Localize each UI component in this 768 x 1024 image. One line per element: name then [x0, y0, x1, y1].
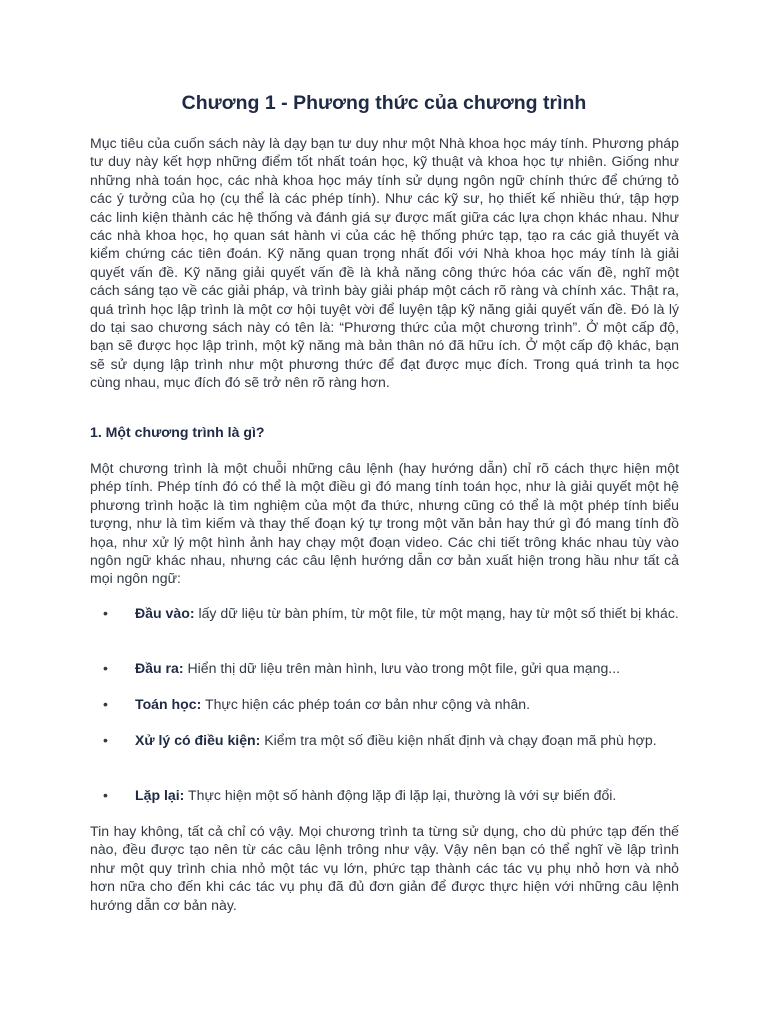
- list-item-text: [135, 604, 679, 622]
- list-item-text: [135, 695, 679, 713]
- list-item-description: Thực hiện một số hành động lặp đi lặp lại, thường là với sự biến đổi.: [184, 787, 617, 803]
- list-item-description: Hiển thị dữ liệu trên màn hình, lưu vào trong một file, gửi qua mạng...: [183, 660, 621, 676]
- list-item-description: lấy dữ liệu từ bàn phím, từ một file, từ một mạng, hay từ một số thiết bị khác.: [194, 605, 679, 621]
- section-heading: 1. Một chương trình là gì?: [90, 424, 265, 440]
- list-item-description: Kiểm tra một số điều kiện nhất định và chạy đoạn mã phù hợp.: [260, 732, 657, 748]
- bullet-icon: •: [103, 696, 108, 712]
- list-item-label: Toán học:: [135, 696, 202, 712]
- list-item-label: Xử lý có điều kiện:: [135, 732, 261, 748]
- closing-paragraph: Tin hay không, tất cả chỉ có vậy. Mọi chương trình ta từng sử dụng, cho dù phức tạp đến thế nào, đều được tạo nên từ các câu lệnh trông như vậy. Vậy nên bạn có thể nghĩ về lập trình như một quy trình chia nhỏ một tác vụ lớn, phức tạp thành các tác vụ phụ nhỏ hơn và nhỏ hơn nữa cho đến khi các tác vụ phụ đã đủ đơn giản để được thực hiện với những câu lệnh hướng dẫn cơ bản này.: [90, 823, 679, 913]
- bullet-icon: •: [103, 787, 108, 803]
- bullet-icon: •: [103, 605, 108, 621]
- intro-paragraph: Mục tiêu của cuốn sách này là dạy bạn tư duy như một Nhà khoa học máy tính. Phương pháp tư duy này kết hợp những điểm tốt nhất toán học, kỹ thuật và khoa học tự nhiên. Giống như những nhà toán học, các nhà khoa học máy tính sử dụng ngôn ngữ chính thức để chứng tỏ các ý tưởng của họ (cụ thể là các phép tính). Như các kỹ sư, họ thiết kế nhiều thứ, tập hợp các linh kiện thành các hệ thống và đánh giá sự được mất giữa các lựa chọn khác nhau. Như các nhà khoa học, họ quan sát hành vi của các hệ thống phức tạp, tạo ra các giả thuyết và kiểm chứng các tiên đoán. Kỹ năng quan trọng nhất đối với Nhà khoa học máy tính là giải quyết vấn đề. Kỹ năng giải quyết vấn đề là khả năng công thức hóa các vấn đề, nghĩ một cách sáng tạo về các giải pháp, và trình bày giải pháp một cách rõ ràng và chính xác. Thật ra, quá trình học lập trình là một cơ hội tuyệt vời để luyện tập kỹ năng giải quyết vấn đề. Đó là lý do tại sao chương sách này có tên là: “Phương thức của một chương trình”. Ở một cấp độ, bạn sẽ được học lập trình, một kỹ năng mà bản thân nó đã hữu ích. Ở một cấp độ khác, bạn sẽ sử dụng lập trình như một phương thức để đạt được mục đích. Trong quá trình ta học cùng nhau, mục đích đó sẽ trở nên rõ ràng hơn.: [90, 135, 679, 391]
- list-item-label: Đầu ra:: [135, 660, 184, 676]
- section-paragraph: Một chương trình là một chuỗi những câu lệnh (hay hướng dẫn) chỉ rõ cách thực hiện một phép tính. Phép tính đó có thể là một điều gì đó mang tính toán học, như là giải quyết một hệ phương trình hoặc là tìm nghiệm của một đa thức, nhưng cũng có thể là một phép tính biểu tượng, như là tìm kiếm và thay thế đoạn ký tự trong một văn bản hay thứ gì đó mang tính đồ họa, như xử lý một hình ảnh hay chạy một đoạn video. Các chi tiết trông khác nhau tùy vào ngôn ngữ khác nhau, nhưng các câu lệnh hướng dẫn cơ bản xuất hiện trong hầu như tất cả mọi ngôn ngữ:: [90, 460, 679, 587]
- list-item-label: Đầu vào:: [135, 605, 195, 621]
- list-item-text: [135, 731, 679, 749]
- list-item-text: [135, 659, 679, 677]
- list-item-label: Lặp lại:: [135, 787, 185, 803]
- bullet-icon: •: [103, 660, 108, 676]
- list-item-text: [135, 786, 679, 804]
- list-item-description: Thực hiện các phép toán cơ bản như cộng và nhân.: [201, 696, 531, 712]
- bullet-icon: •: [103, 732, 108, 748]
- page-title: Chương 1 - Phương thức của chương trình: [181, 92, 587, 114]
